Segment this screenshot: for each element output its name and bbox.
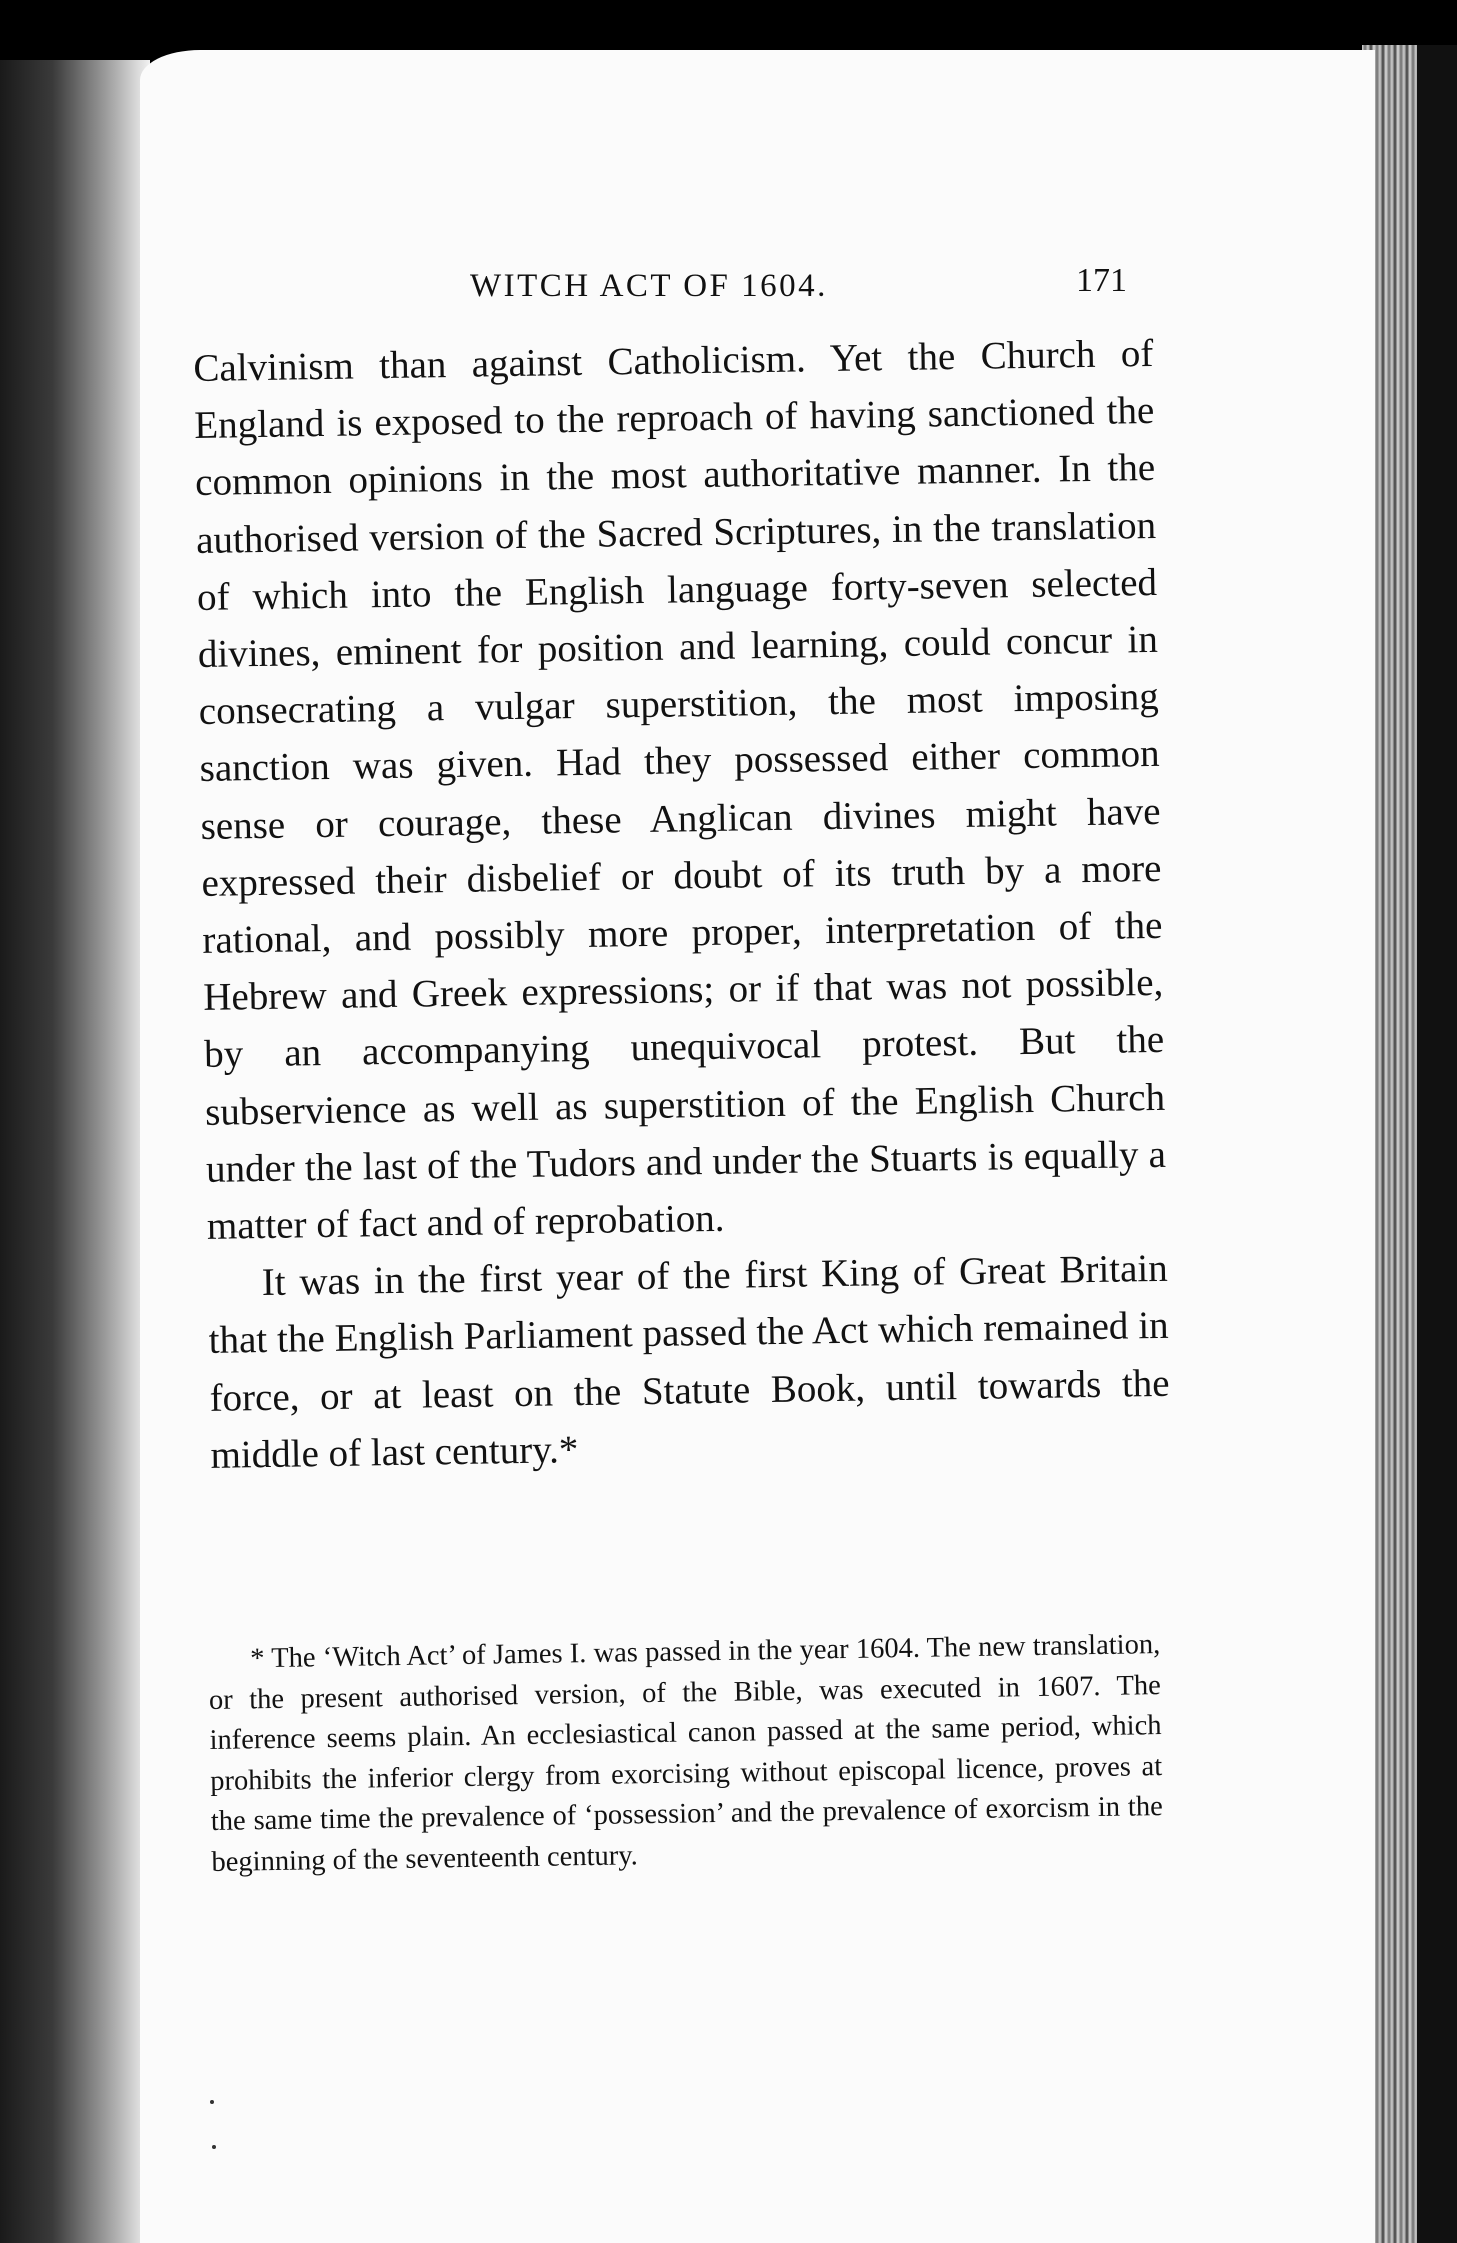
page-stack-edge <box>1362 45 1457 2243</box>
page-number: 171 <box>1076 262 1127 299</box>
running-head: WITCH ACT OF 1604. <box>470 268 828 304</box>
footnote: * The ‘Witch Act’ of James I. was passed in the year 1604. The new translation, or the present authorised version, of the Bible, was executed in 1607. The inference seems plain. An ecclesiastical canon passed at the same period, which prohibits the inferior clergy from exorcising without episcopal licence, proves at the same time the prevalence of ‘possession’ and the prevalence of exorcism in the beginning of the seventeenth century. <box>208 1629 1163 1878</box>
paragraph-1: Calvinism than against Catholicism. Yet the Church of England is exposed to the reproach of having sanctioned the common opinions in the most authoritative manner. In the authorised version of the Sacred Scriptures, in the translation of which into the English language forty-seven selected divines, eminent for position and learning, could concur in consecrating a vulgar superstition, the most imposing sanction was given. Had they possessed either common sense or courage, these Anglican divines might have expressed their disbelief or doubt of its truth by a more rational, and possibly more proper, interpretation of the Hebrew and Greek expressions; or if that was not possible, by an accompanying unequivocal protest. But the subservience as well as superstition of the English Church under the last of the Tudors and under the Stuarts is equally a matter of fact and of reprobation. <box>193 331 1167 1248</box>
paragraph-2: It was in the first year of the first King of Great Britain that the English Parliament passed the Act which remained in force, or at least on the Statute Book, until towards the middle of last century.* <box>208 1247 1170 1477</box>
main-text <box>193 325 1171 1484</box>
scan-border <box>1417 45 1457 2243</box>
paper-speck <box>210 2100 214 2104</box>
paper-speck <box>212 2145 216 2149</box>
book-gutter-shadow <box>0 60 150 2243</box>
